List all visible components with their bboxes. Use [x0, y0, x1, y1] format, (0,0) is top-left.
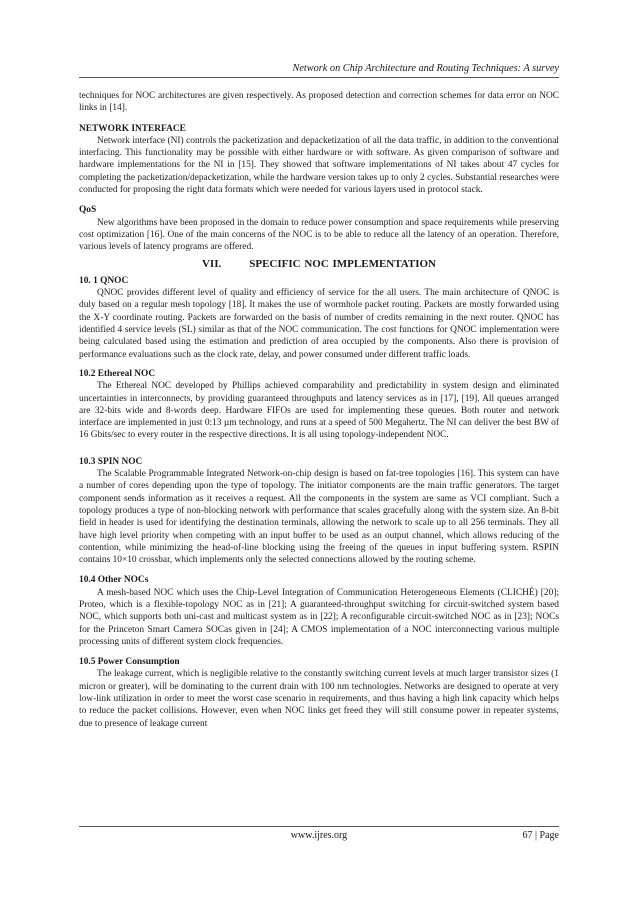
- qos-heading: QoS: [79, 205, 97, 216]
- page-body: [79, 90, 559, 730]
- network-interface-heading: NETWORK INTERFACE: [79, 123, 186, 134]
- spin-heading: 10.3 SPIN NOC: [79, 456, 143, 467]
- ethereal-paragraph: The Ethereal NOC developed by Phillips achieved comparability and predictability in system design and eliminated uncertainties in interconnects, by providing guaranteed throughputs and latency services as in [17], [19]. All queues arranged are 32-bits wide and 8-words deep. Hardware FIFOs are used for implementing these queues. Both router and network interface are implemented in just 0:13 µm technology, and runs at a speed of 500 Megahertz. The NI can deliver the best BW of 16 Gbits/sec to every router in the respective directions. It is all using topology-independent NOC.: [79, 381, 559, 441]
- qnoc-paragraph: QNOC provides different level of quality and efficiency of service for the all users. The main architecture of QNOC is duly based on a regular mesh topology [18]. It makes the use of wormhole packet routing. Packets are mostly forwarded using the X-Y coordinate routing. Packets are forwarded on the basis of number of credits remaining in the next router. QNOC has identified 4 service levels (SL) similar as that of the NOC communication. The cost functions for QNOC implementation were being calculated based using the estimation and prediction of area occupied by the components. Also there is provision of performance evaluations such as the clock rate, delay, and power consumed under different traffic loads.: [79, 288, 559, 360]
- footer-website: www.ijres.org: [290, 830, 348, 841]
- section-number: VII.: [201, 257, 222, 270]
- qos-paragraph: New algorithms have been proposed in the domain to reduce power consumption and space requirements while preserving cost optimization [16]. One of the main concerns of the NOC is to be able to reduce all the latency of an operation. Therefore, various levels of latency programs are offered.: [79, 217, 559, 253]
- other-nocs-paragraph: A mesh-based NOC which uses the Chip-Level Integration of Communication Heterogeneous Elements (CLICHÉ) [20]; Proteo, which is a flexible-topology NOC as in [21]; A guaranteed-throughput switching for circuit-switched system based NOC, which supports both uni-cast and multicast system as in [22]; A reconfigurable circuit-switched NOC as in [23]; NOCs for the Princeton Smart Camera SOCas given in [24]; A CMOS implementation of a NOC interconnecting various multiple processing units of different system clock frequencies.: [79, 587, 559, 647]
- footer-rule: [79, 826, 559, 827]
- other-nocs-heading: 10.4 Other NOCs: [79, 575, 149, 586]
- section-heading: [79, 258, 559, 270]
- running-header: Network on Chip Architecture and Routing Techniques: A survey: [292, 63, 559, 74]
- power-paragraph: The leakage current, which is negligible relative to the constantly switching current levels at much larger transistor sizes (1 micron or greater), will be dominating to the current drain with 100 nm technologies. Networks are designed to operate at very low-link utilization in order to meet the worst case scenario in requirements, and thus having a high link capacity which helps to reduce the packet collisions. However, even when NOC links get freed they will still consume power in repeater systems, due to presence of leakage current: [79, 669, 559, 729]
- footer-page-number: 67 | Page: [522, 830, 559, 841]
- spin-paragraph: The Scalable Programmable Integrated Network-on-chip design is based on fat-tree topologies [16]. This system can have a number of cores depending upon the type of topology. The initiator components are the main traffic generators. The target component sends information as it receives a request. All the components in the system are same as VCI compliant. Such a topology produces a type of non-blocking network with performance that scales gracefully along with the system size. An 8-bit field in header is used for identifying the destination terminals, allowing the network to scale up to all 256 terminals. They all have high level priority when competing with an input buffer to be used as an output channel, which allows reducing of the contention, while minimizing the head-of-line blocking using the freeing of the queues in input buffering system. RSPIN contains 10×10 crossbar, which implements only the selected connections allowed by the routing scheme.: [79, 469, 559, 566]
- header-rule: [79, 77, 559, 78]
- network-interface-paragraph: Network interface (NI) controls the packetization and depacketization of all the data traffic, in addition to the conventional interfacing. This functionality may be possible with either hardware or with software. As given comparison of software and hardware implementations for the NI in [15]. They showed that software implementations of NI takes about 47 cycles for completing the packetization/depacketization, while the hardware version takes up to only 2 cycles. Substantial researches were conducted for proposing the right data formats which were needed for various layers used in protocol stack.: [79, 135, 559, 196]
- power-heading: 10.5 Power Consumption: [79, 657, 180, 668]
- intro-paragraph: techniques for NOC architectures are given respectively. As proposed detection and correction schemes for data error on NOC links in [14].: [79, 91, 559, 114]
- section-title: SPECIFIC NOC IMPLEMENTATION: [249, 257, 437, 270]
- ethereal-heading: 10.2 Ethereal NOC: [79, 368, 156, 379]
- qnoc-heading: 10. 1 QNOC: [79, 275, 129, 286]
